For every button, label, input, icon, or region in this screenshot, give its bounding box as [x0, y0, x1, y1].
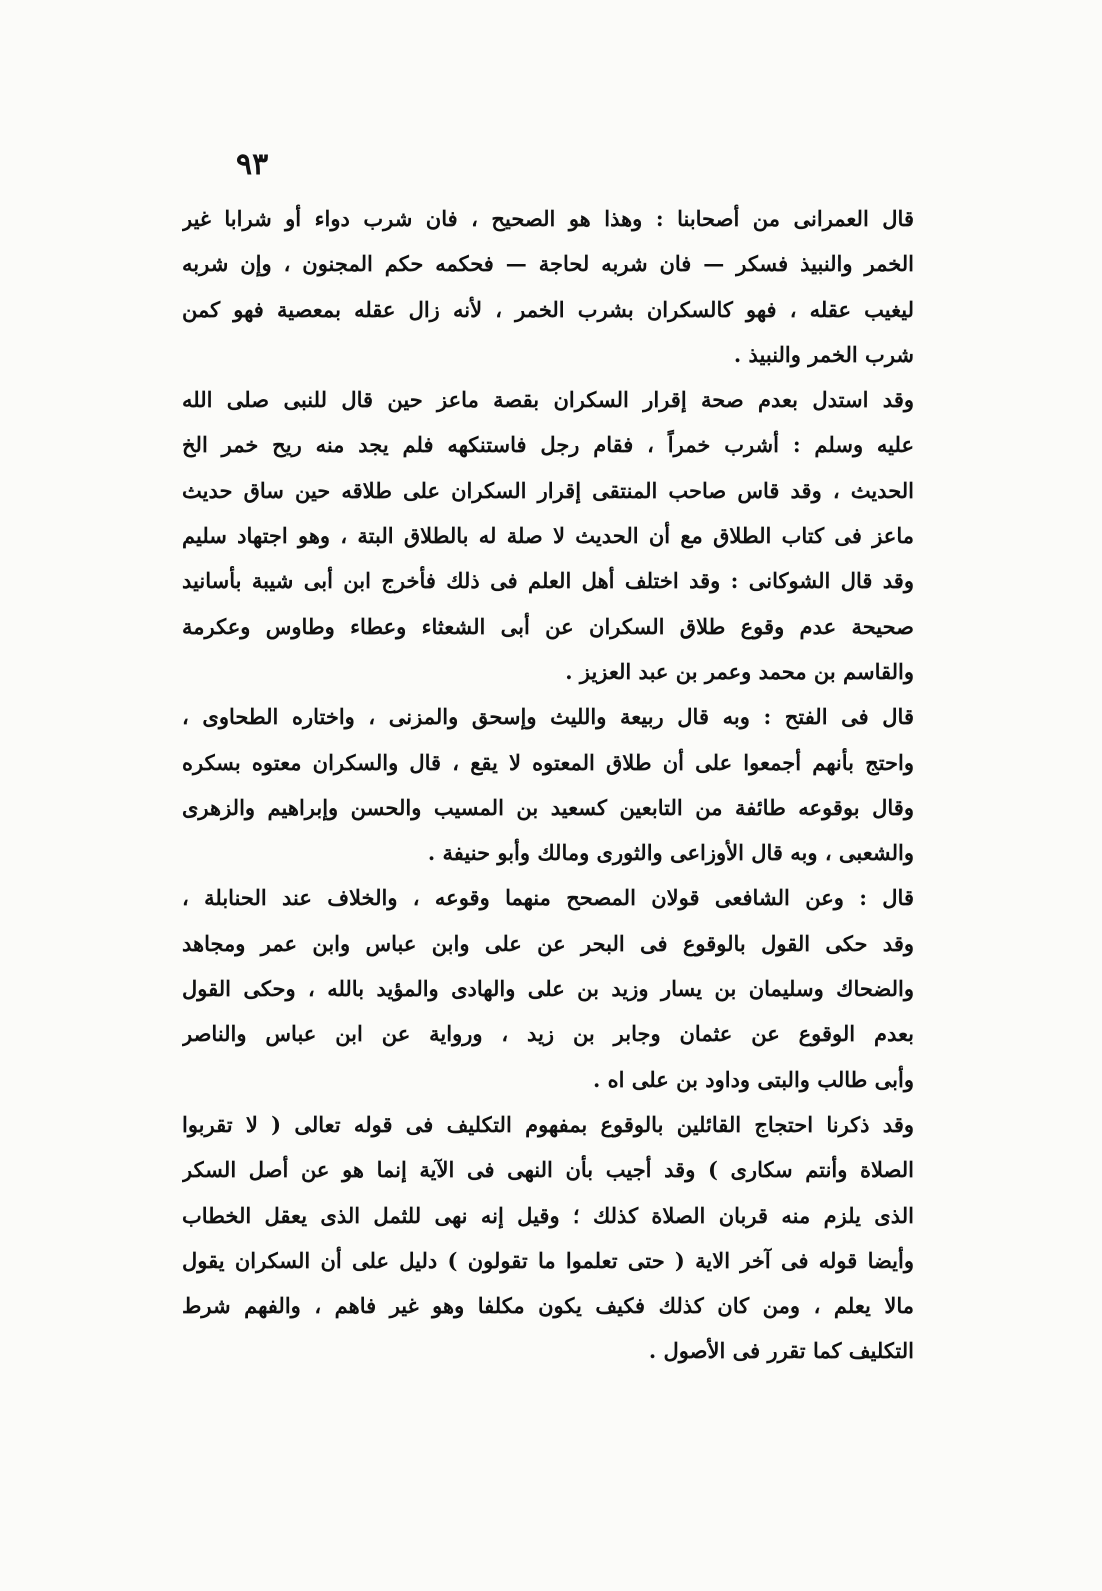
- text-line: الذى يلزم منه قربان الصلاة كذلك ؛ وقيل إنه نهى للثمل الذى يعقل الخطاب: [182, 1202, 914, 1228]
- text-line: وقد ذكرنا احتجاج القائلين بالوقوع بمفهوم التكليف فى قوله تعالى ( لا تقربوا: [182, 1111, 914, 1137]
- text-line: وأيضا قوله فى آخر الاية ( حتى تعلموا ما تقولون ) دليل على أن السكران يقول: [182, 1247, 914, 1273]
- text-line: عليه وسلم : أشرب خمراً ، فقام رجل فاستنكهه فلم يجد منه ريح خمر الخ: [182, 432, 914, 458]
- text-line: ماعز فى كتاب الطلاق مع أن الحديث لا صلة له بالطلاق البتة ، وهو اجتهاد سليم: [182, 523, 914, 549]
- text-line: الصلاة وأنتم سكارى ) وقد أجيب بأن النهى فى الآية إنما هو عن أصل السكر: [182, 1157, 914, 1183]
- text-line: والضحاك وسليمان بن يسار وزيد بن على والهادى والمؤيد بالله ، وحكى القول: [182, 976, 914, 1002]
- text-line: صحيحة عدم وقوع طلاق السكران عن أبى الشعثاء وعطاء وطاوس وعكرمة: [182, 613, 914, 639]
- body-text: [182, 196, 914, 1374]
- text-line: وقد قال الشوكانى : وقد اختلف أهل العلم فى ذلك فأخرج ابن أبى شيبة بأسانيد: [182, 568, 914, 594]
- text-line: وأبى طالب والبتى وداود بن على اه .: [593, 1066, 914, 1092]
- page-number: ٩٣: [236, 147, 269, 182]
- text-line: واحتج بأنهم أجمعوا على أن طلاق المعتوه لا يقع ، قال والسكران معتوه بسكره: [182, 749, 914, 775]
- text-line: قال : وعن الشافعى قولان المصحح منهما وقوعه ، والخلاف عند الحنابلة ،: [182, 885, 914, 911]
- text-line: والقاسم بن محمد وعمر بن عبد العزيز .: [565, 658, 914, 684]
- text-line: قال فى الفتح : وبه قال ربيعة والليث وإسحق والمزنى ، واختاره الطحاوى ،: [182, 704, 914, 730]
- text-line: وقد حكى القول بالوقوع فى البحر عن على وابن عباس وابن عمر ومجاهد: [182, 930, 914, 956]
- text-line: والشعبى ، وبه قال الأوزاعى والثورى ومالك وأبو حنيفة .: [427, 840, 914, 866]
- text-line: شرب الخمر والنبيذ .: [733, 341, 914, 367]
- text-line: قال العمرانى من أصحابنا : وهذا هو الصحيح ، فان شرب دواء أو شرابا غير: [182, 206, 914, 231]
- text-line: وقال بوقوعه طائفة من التابعين كسعيد بن المسيب والحسن وإبراهيم والزهرى: [182, 794, 914, 820]
- text-line: الخمر والنبيذ فسكر — فان شربه لحاجة — فحكمه حكم المجنون ، وإن شربه: [182, 251, 914, 277]
- text-line: الحديث ، وقد قاس صاحب المنتقى إقرار السكران على طلاقه حين ساق حديث: [182, 477, 914, 503]
- text-line: ليغيب عقله ، فهو كالسكران بشرب الخمر ، لأنه زال عقله بمعصية فهو كمن: [182, 296, 914, 322]
- text-line: وقد استدل بعدم صحة إقرار السكران بقصة ماعز حين قال للنبى صلى الله: [182, 387, 914, 413]
- text-line: التكليف كما تقرر فى الأصول .: [648, 1338, 914, 1364]
- text-line: بعدم الوقوع عن عثمان وجابر بن زيد ، ورواية عن ابن عباس والناصر: [182, 1021, 914, 1047]
- text-line: مالا يعلم ، ومن كان كذلك فكيف يكون مكلفا وهو غير فاهم ، والفهم شرط: [182, 1293, 914, 1319]
